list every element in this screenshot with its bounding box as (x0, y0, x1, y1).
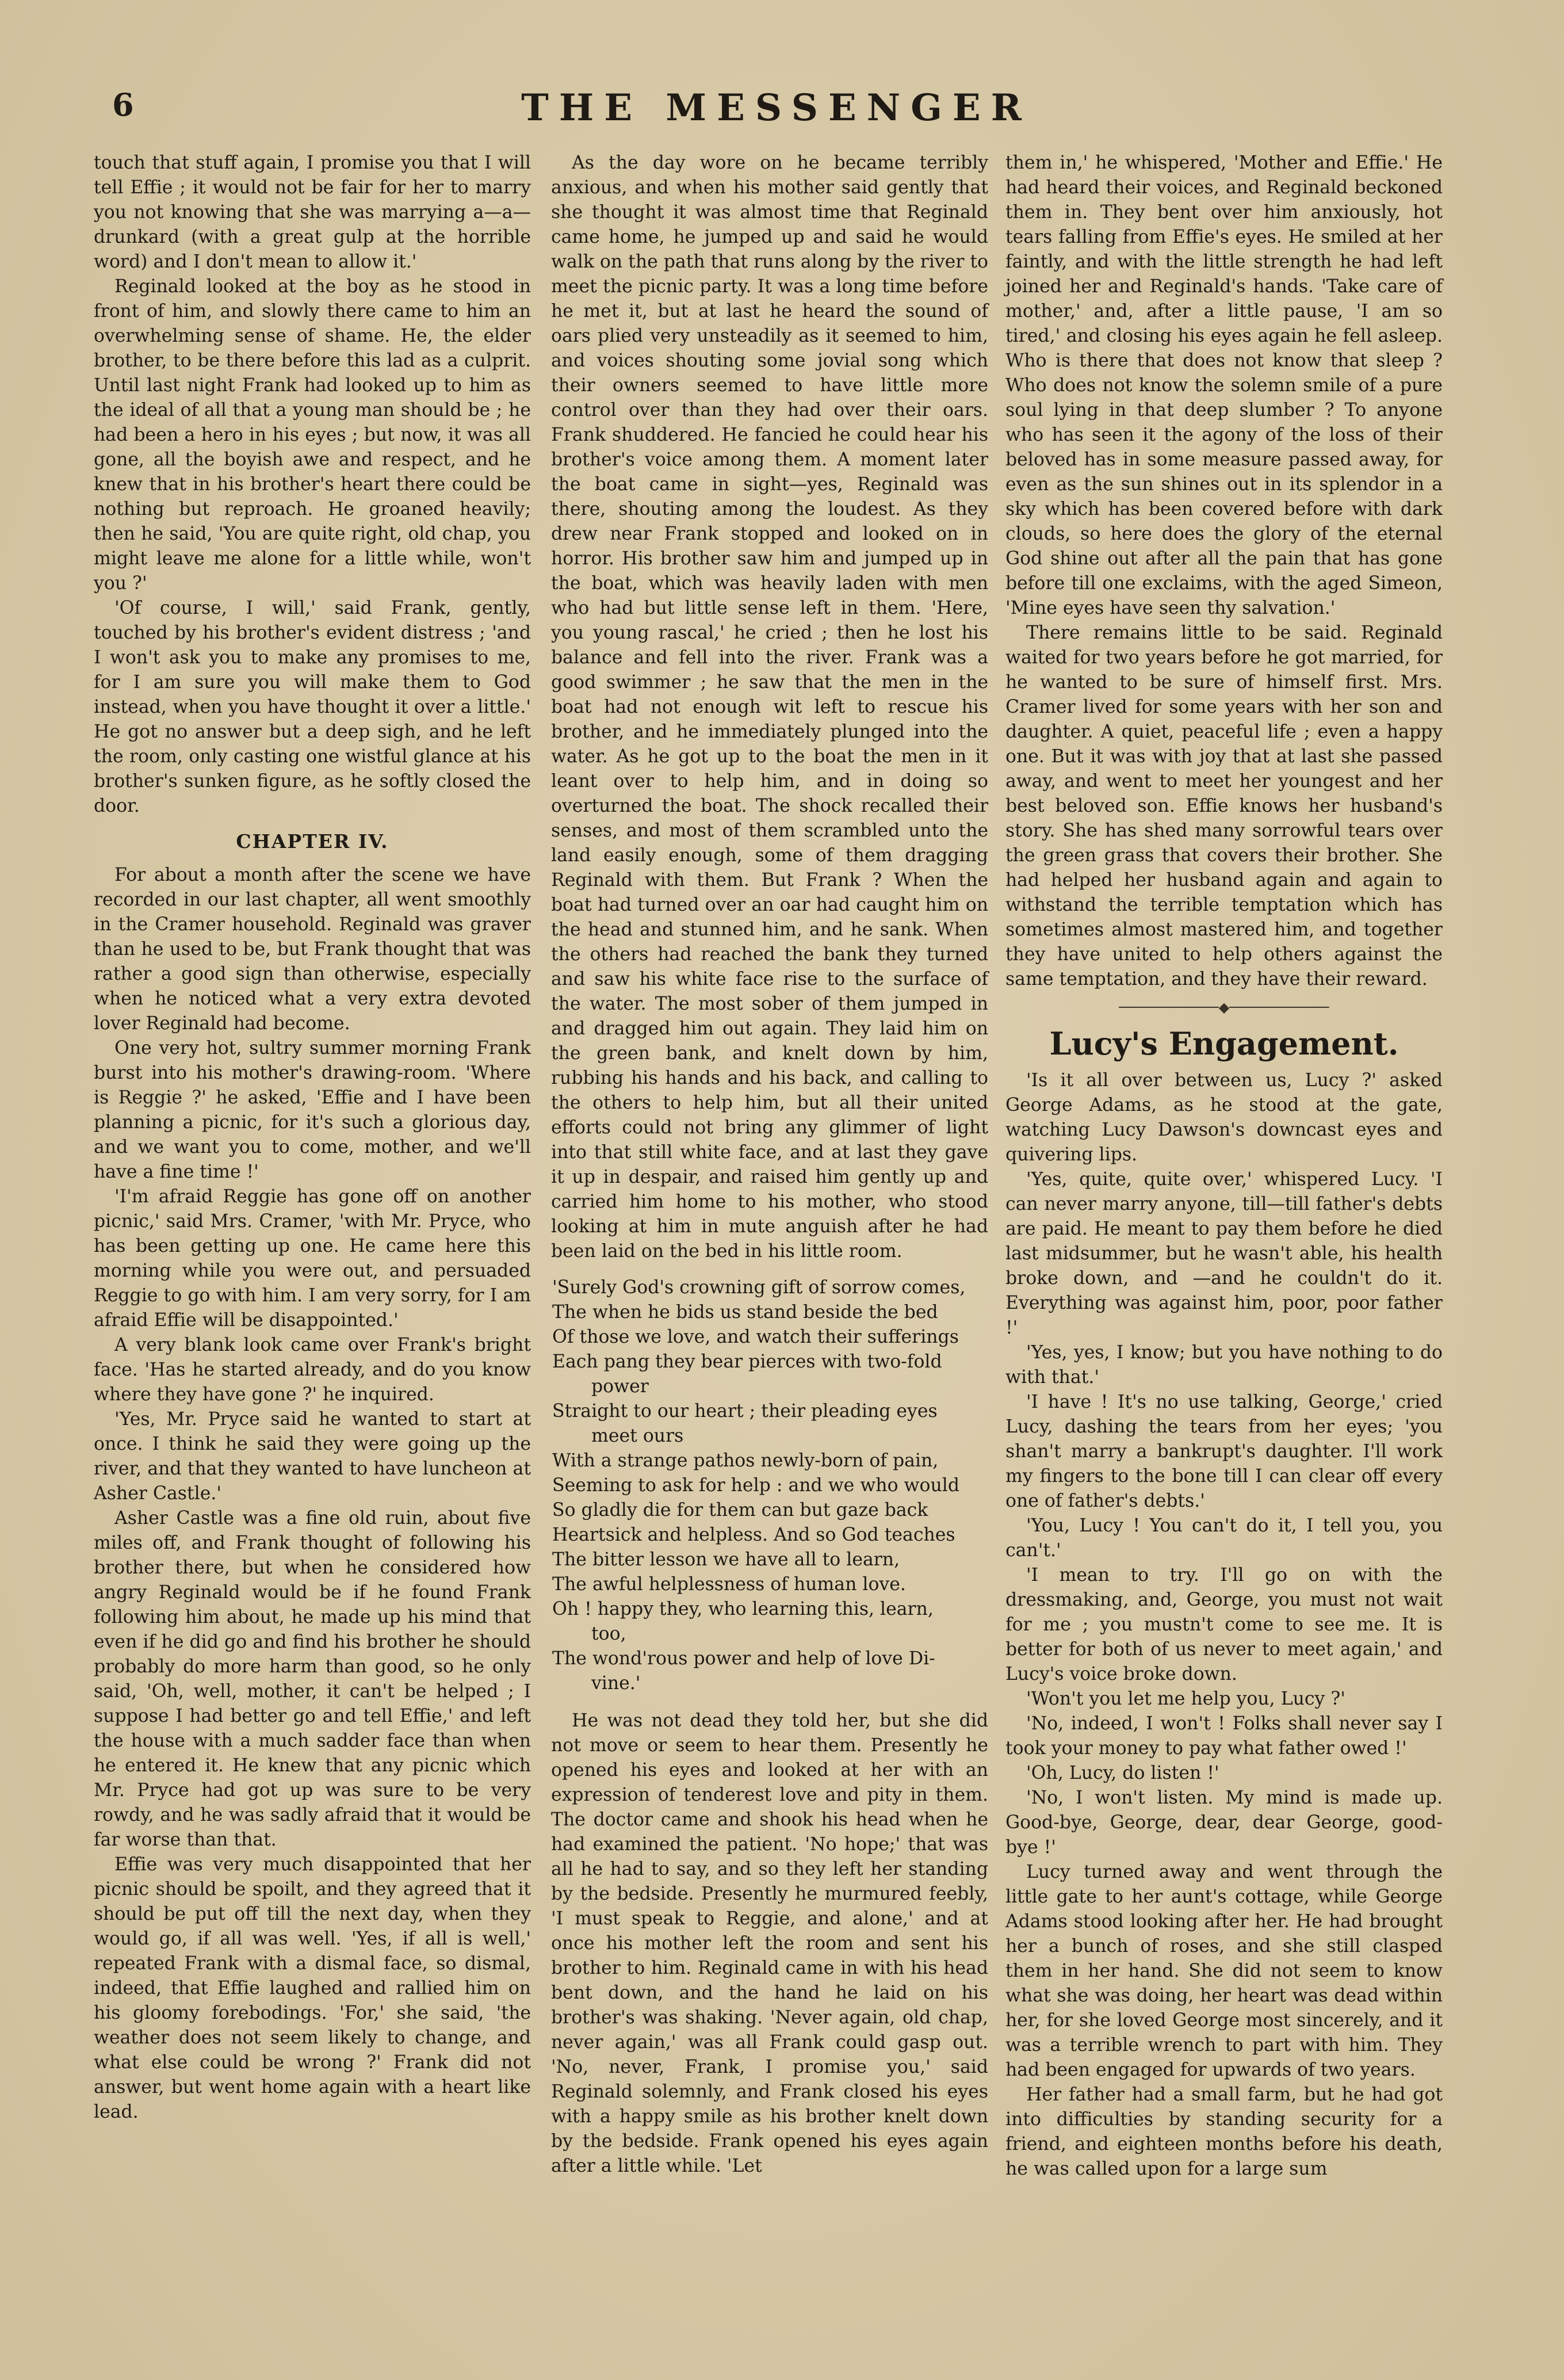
paragraph: For about a month after the scene we have recorded in our last chapter, all went smoothly in the Cramer household. Reginald was graver than he used to be, but Frank thought that was rather a good sign than otherwise, especially when he noticed what a very extra devoted lover Reginald had become. (94, 865, 531, 1034)
article-title: Lucy's Engagement. (1049, 1025, 1399, 1062)
paragraph: 'No, I won't listen. My mind is made up. Good-bye, George, dear, dear George, good-bye !' (1005, 1787, 1443, 1858)
poem-line: So gladly die for them can but gaze back (552, 1500, 928, 1521)
paragraph: Lucy turned away and went through the little gate to her aunt's cottage, while George Adams stood looking after her. He had brought her a bunch of roses, and she still clasped them in her hand. She did not seem to know what she was doing, her heart was dead within her, for she loved George most sincerely, and it was a terrible wrench to part with him. They had been engaged for upwards of two years. (1005, 1862, 1443, 2080)
paragraph: 'I'm afraid Reggie has gone off on another picnic,' said Mrs. Cramer, 'with Mr. Pryce, who has been getting up one. He came here this morning while you were out, and persuaded Reggie to go with him. I am very sorry, for I am afraid Effie will be disappointed.' (94, 1186, 531, 1331)
poem-line: Straight to our heart ; their pleading eyes (552, 1401, 938, 1422)
chapter-heading: CHAPTER IV. (236, 830, 389, 853)
paragraph: There remains little to be said. Reginald waited for two years before he got married, for he wanted to be sure of himself first. Mrs. Cramer lived for some years with her son and daughter. A quiet, peaceful life ; even a happy one. But it was with joy that at last she passed away, and went to meet her youngest and her best beloved son. Effie knows her husband's story. She has shed many sorrowful tears over the green grass that covers their brother. She had helped her husband again and again to withstand the terrible temptation which has sometimes almost mastered him, and together they have united to help others against the same temptation, and they have their reward. (1005, 622, 1443, 990)
poem-line: Of those we love, and watch their sufferings (552, 1327, 959, 1347)
poem-line: Each pang they bear pierces with two-fold (552, 1351, 942, 1372)
paragraph: 'I mean to try. I'll go on with the dressmaking, and, George, you must not wait for me ; you mustn't come to see me. It is better for both of us never to meet again,' and Lucy's voice broke down. (1005, 1565, 1443, 1684)
masthead-title: THE MESSENGER (521, 86, 1032, 129)
paragraph: 'Yes, yes, I know; but you have nothing to do with that.' (1005, 1342, 1443, 1388)
poem-line: too, (591, 1623, 626, 1644)
column-2 (551, 151, 988, 2179)
paragraph: 'No, indeed, I won't ! Folks shall never say I took your money to pay what father owed !' (1005, 1713, 1443, 1759)
column-1 (94, 151, 531, 2125)
paragraph: As the day wore on he became terribly anxious, and when his mother said gently that she thought it was almost time that Reginald came home, he jumped up and said he would walk on the path that runs along by the river to meet the picnic party. It was a long time before he met it, but at last he heard the sound of oars plied very unsteadily as it seemed to him, and voices shouting some jovial song which their owners seemed to have little more control over than they had over their oars. Frank shuddered. He fancied he could hear his brother's voice among them. A moment later the boat came in sight—yes, Reginald was there, shouting among the loudest. As they drew near Frank stopped and looked on in horror. His brother saw him and jumped up in the boat, which was heavily laden with men who had but little sense left in them. 'Here, you young rascal,' he cried ; then he lost his balance and fell into the river. Frank was a good swimmer ; he saw that the men in the boat had not enough wit left to rescue his brother, and he immediately plunged into the water. As he got up to the boat the men in it leant over to help him, and in doing so overturned the boat. The shock recalled their senses, and most of them scrambled unto the land easily enough, some of them dragging Reginald with them. But Frank ? When the boat had turned over an oar had caught him on the head and stunned him, and he sank. When the others had reached the bank they turned and saw his white face rise to the surface of the water. The most sober of them jumped in and dragged him out again. They laid him on the green bank, and knelt down by him, rubbing his hands and his back, and calling to the others to help him, but all their united efforts could not bring any glimmer of light into that still white face, and at last they gave it up in despair, and raised him gently up and carried him home to his mother, who stood looking at him in mute anguish after he had been laid on the bed in his little room. (551, 152, 989, 1262)
paragraph: A very blank look came over Frank's bright face. 'Has he started already, and do you know where they have gone ?' he inquired. (94, 1335, 531, 1405)
poem-line: The bitter lesson we have all to learn, (552, 1549, 900, 1570)
paragraph: 'Is it all over between us, Lucy ?' asked George Adams, as he stood at the gate, watching Lucy Dawson's downcast eyes and quivering lips. (1005, 1070, 1443, 1165)
poem-line: The when he bids us stand beside the bed (552, 1302, 938, 1323)
poem-line: power (591, 1376, 649, 1397)
poem-line: Heartsick and helpless. And so God teaches (552, 1525, 955, 1545)
paragraph: them in,' he whispered, 'Mother and Effie.' He had heard their voices, and Reginald beckoned them in. They bent over him anxiously, hot tears falling from Effie's eyes. He smiled at her faintly, and with the little strength he had left joined her and Reginald's hands. 'Take care of mother,' and, after a little pause, 'I am so tired,' and closing his eyes again he fell asleep. Who is there that does not know that sleep ? Who does not know the solemn smile of a pure soul lying in that deep slumber ? To anyone who has seen it the agony of the loss of their beloved has in some measure passed away, for even as the sun shines out in its splendor in a sky which has been covered before with dark clouds, so here does the glory of the eternal God shine out after all the pain that has gone before till one exclaims, with the aged Simeon, 'Mine eyes have seen thy salvation.' (1005, 152, 1443, 618)
paragraph: 'I have ! It's no use talking, George,' cried Lucy, dashing the tears from her eyes; 'you shan't marry a bankrupt's daughter. I'll work my fingers to the bone till I can clear off every one of father's debts.' (1005, 1392, 1443, 1511)
poem (551, 1275, 988, 1696)
paragraph: Asher Castle was a fine old ruin, about five miles off, and Frank thought of following his brother there, but when he considered how angry Reginald would be if he found Frank following him about, he made up his mind that even if he did go and find his brother he should probably do more harm than good, so he only said, 'Oh, well, mother, it can't be helped ; I suppose I had better go and tell Effie,' and left the house with a much sadder face than when he entered it. He knew that any picnic which Mr. Pryce had got up was sure to be very rowdy, and he was sadly afraid that it would be far worse than that. (94, 1508, 531, 1850)
paragraph: 'Of course, I will,' said Frank, gently, touched by his brother's evident distress ; 'and I won't ask you to make any promises to me, for I am sure you will make them to God instead, when you have thought it over a little.' He got no answer but a deep sigh, and he left the room, only casting one wistful glance at his brother's sunken figure, as he softly closed the door. (94, 598, 531, 816)
paragraph: touch that stuff again, I promise you that I will tell Effie ; it would not be fair for her to marry you not knowing that she was marrying a—a—drunkard (with a great gulp at the horrible word) and I don't mean to allow it.' (94, 152, 531, 272)
paragraph: He was not dead they told her, but she did not move or seem to hear them. Presently he opened his eyes and looked at her with an expression of tenderest love and pity in them. The doctor came and shook his head when he had examined the patient. 'No hope;' that was all he had to say, and so they left her standing by the bedside. Presently he murmured feebly, 'I must speak to Reggie, and alone,' and at once his mother left the room and sent his brother to him. Reginald came in with his head bent down, and the hand he laid on his brother's was shaking. 'Never again, old chap, never again,' was all Frank could gasp out. 'No, never, Frank, I promise you,' said Reginald solemnly, and Frank closed his eyes with a happy smile as his brother knelt down by the bedside. Frank opened his eyes again after a little while. 'Let (551, 1710, 988, 2176)
poem-line: Oh ! happy they, who learning this, learn, (552, 1599, 934, 1619)
poem-line: The awful helplessness of human love. (552, 1574, 906, 1595)
poem-line: vine.' (591, 1673, 641, 1694)
column-3 (1005, 151, 1443, 2182)
paragraph: 'Won't you let me help you, Lucy ?' (1026, 1688, 1345, 1709)
paragraph: 'Yes, Mr. Pryce said he wanted to start at once. I think he said they were going up the river, and that they wanted to have luncheon at Asher Castle.' (94, 1409, 531, 1504)
paragraph: Reginald looked at the boy as he stood in front of him, and slowly there came to him an overwhelming sense of shame. He, the elder brother, to be there before this lad as a culprit. Until last night Frank had looked up to him as the ideal of all that a young man should be ; he had been a hero in his eyes ; but now, it was all gone, all the boyish awe and respect, and he knew that in his brother's heart there could be nothing but reproach. He groaned heavily; then he said, 'You are quite right, old chap, you might leave me alone for a little while, won't you ?' (94, 276, 531, 594)
paragraph: One very hot, sultry summer morning Frank burst into his mother's drawing-room. 'Where is Reggie ?' he asked, 'Effie and I have been planning a picnic, for it's such a glorious day, and we want you to come, mother, and we'll have a fine time !' (94, 1038, 531, 1182)
page-header (86, 86, 1467, 132)
poem-line: Seeming to ask for help : and we who would (552, 1475, 959, 1496)
paragraph: 'Yes, quite, quite over,' whispered Lucy. 'I can never marry anyone, till—till father's debts are paid. He meant to pay them before he died last midsummer, but he wasn't able, his health broke down, and —and he couldn't do it. Everything was against him, poor, poor father !' (1005, 1169, 1443, 1338)
paragraph: Her father had a small farm, but he had got into difficulties by standing security for a friend, and eighteen months before his death, he was called upon for a large sum (1005, 2084, 1443, 2179)
poem-line: The wond'rous power and help of love Di- (552, 1648, 935, 1669)
paragraph: 'Oh, Lucy, do listen !' (1026, 1763, 1219, 1783)
paragraph: Effie was very much disappointed that her picnic should be spoilt, and they agreed that it should be put off till the next day, when they would go, if all was well. 'Yes, if all is well,' repeated Frank with a dismal face, so dismal, indeed, that Effie laughed and rallied him on his gloomy forebodings. 'For,' she said, 'the weather does not seem likely to change, and what else could be wrong ?' Frank did not answer, but went home again with a heart like lead. (94, 1854, 531, 2122)
section-divider: ────────────◆──────────── (1119, 999, 1329, 1015)
paragraph: 'You, Lucy ! You can't do it, I tell you, you can't.' (1005, 1515, 1443, 1561)
poem-line: meet ours (591, 1426, 684, 1446)
poem-line: With a strange pathos newly-born of pain, (552, 1450, 939, 1471)
poem-line: 'Surely God's crowning gift of sorrow comes, (552, 1277, 966, 1298)
page-number: 6 (112, 86, 134, 123)
